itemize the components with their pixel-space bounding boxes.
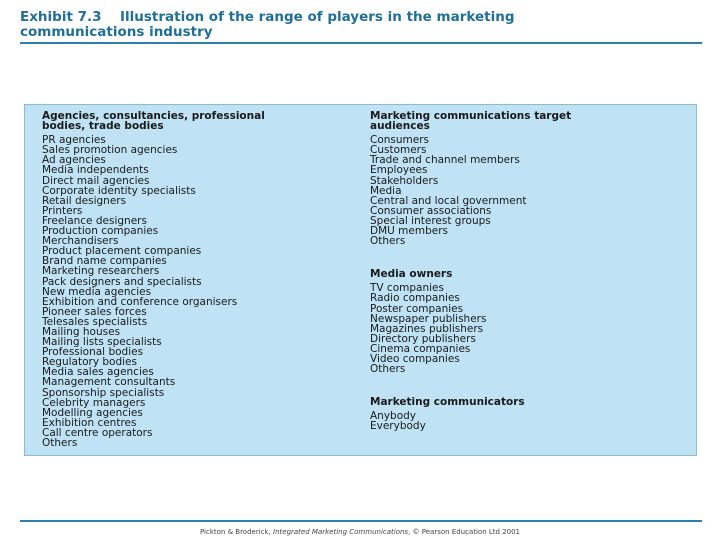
list-item: Anybody bbox=[370, 410, 417, 423]
footer-divider bbox=[20, 520, 702, 522]
list-item: DMU members bbox=[370, 225, 448, 238]
title-divider bbox=[20, 42, 702, 44]
exhibit-number: Exhibit 7.3 bbox=[20, 9, 102, 25]
list-item: Celebrity managers bbox=[42, 396, 146, 409]
section-media-owners bbox=[370, 269, 680, 374]
left-heading bbox=[42, 111, 362, 131]
list-item: Corporate identity specialists bbox=[42, 184, 196, 197]
list-item: Others bbox=[370, 235, 406, 248]
section-heading bbox=[370, 397, 680, 407]
section-spacer bbox=[370, 374, 680, 397]
list-item: Special interest groups bbox=[370, 214, 491, 227]
list-item: Poster companies bbox=[370, 302, 464, 315]
footer-copyright: , © Pearson Education Ltd 2001 bbox=[408, 528, 521, 536]
list-item: Management consultants bbox=[42, 376, 176, 389]
list-item: Trade and channel members bbox=[370, 154, 520, 167]
list-item: Radio companies bbox=[370, 292, 460, 305]
section-heading-line: Media owners bbox=[370, 268, 453, 281]
list-item: Consumer associations bbox=[370, 204, 492, 217]
list-item: Everybody bbox=[370, 420, 426, 433]
list-item: Employees bbox=[370, 164, 428, 177]
section-heading bbox=[370, 111, 680, 131]
list-item: Telesales specialists bbox=[42, 315, 148, 328]
list-item: Central and local government bbox=[370, 194, 527, 207]
section-target-audiences bbox=[370, 111, 680, 246]
section-heading-line: Marketing communicators bbox=[370, 396, 525, 409]
section-item-list bbox=[370, 135, 680, 246]
list-item: New media agencies bbox=[42, 285, 152, 298]
list-item: Mailing lists specialists bbox=[42, 336, 162, 349]
list-item: Newspaper publishers bbox=[370, 312, 487, 325]
list-item: Call centre operators bbox=[42, 426, 153, 439]
footer-authors: Pickton & Broderick, bbox=[199, 528, 271, 536]
exhibit-title-text: Illustration of the range of players in the marketing bbox=[120, 9, 515, 25]
list-item: Ad agencies bbox=[42, 154, 106, 167]
list-item: Consumers bbox=[370, 134, 430, 147]
section-marketing-communicators bbox=[370, 397, 680, 431]
list-item: Mailing houses bbox=[42, 325, 121, 338]
left-heading-line: Agencies, consultancies, professional bbox=[42, 110, 265, 122]
list-item: Customers bbox=[370, 144, 427, 157]
list-item: Media sales agencies bbox=[42, 366, 154, 379]
list-item: Pack designers and specialists bbox=[42, 275, 202, 288]
list-item: Video companies bbox=[370, 352, 460, 365]
list-item: Brand name companies bbox=[42, 255, 167, 268]
list-item: TV companies bbox=[370, 282, 444, 295]
list-item: Marketing researchers bbox=[42, 265, 160, 278]
list-item: Media bbox=[370, 184, 402, 197]
list-item: Sponsorship specialists bbox=[42, 386, 165, 399]
list-item: Production companies bbox=[42, 225, 159, 238]
list-item: Professional bodies bbox=[42, 346, 144, 359]
list-item: Freelance designers bbox=[42, 214, 147, 227]
list-item: Exhibition and conference organisers bbox=[42, 295, 238, 308]
list-item: Retail designers bbox=[42, 194, 127, 207]
section-item-list bbox=[370, 283, 680, 374]
left-column bbox=[42, 111, 362, 448]
list-item: Product placement companies bbox=[42, 245, 202, 258]
list-item: Direct mail agencies bbox=[42, 174, 150, 187]
right-column bbox=[370, 111, 680, 431]
list-item: Pioneer sales forces bbox=[42, 305, 147, 318]
list-item: Cinema companies bbox=[370, 342, 471, 355]
left-item-list bbox=[42, 135, 362, 448]
exhibit-title bbox=[20, 10, 700, 40]
exhibit-title-line2: communications industry bbox=[20, 24, 213, 40]
footer-citation bbox=[0, 528, 720, 536]
list-item: Exhibition centres bbox=[42, 416, 137, 429]
list-item: Others bbox=[370, 363, 406, 376]
section-heading-line: audiences bbox=[370, 120, 430, 133]
list-item: Merchandisers bbox=[42, 235, 119, 248]
list-item: Sales promotion agencies bbox=[42, 144, 178, 157]
footer-book-title: Integrated Marketing Communications bbox=[273, 528, 409, 536]
list-item: Media independents bbox=[42, 164, 149, 177]
list-item: Stakeholders bbox=[370, 174, 439, 187]
list-item: Printers bbox=[42, 204, 83, 217]
list-item: Others bbox=[42, 437, 78, 449]
list-item: Modelling agencies bbox=[42, 406, 143, 419]
list-item: PR agencies bbox=[42, 134, 106, 147]
section-heading-line: Marketing communications target bbox=[370, 110, 572, 122]
list-item: Directory publishers bbox=[370, 332, 476, 345]
list-item: Magazines publishers bbox=[370, 322, 484, 335]
left-heading-line: bodies, trade bodies bbox=[42, 120, 164, 133]
list-item: Regulatory bodies bbox=[42, 356, 137, 369]
section-spacer bbox=[370, 246, 680, 269]
exhibit-title-line1 bbox=[20, 10, 700, 25]
section-item-list bbox=[370, 411, 680, 431]
players-panel bbox=[24, 104, 697, 456]
section-heading bbox=[370, 269, 680, 279]
